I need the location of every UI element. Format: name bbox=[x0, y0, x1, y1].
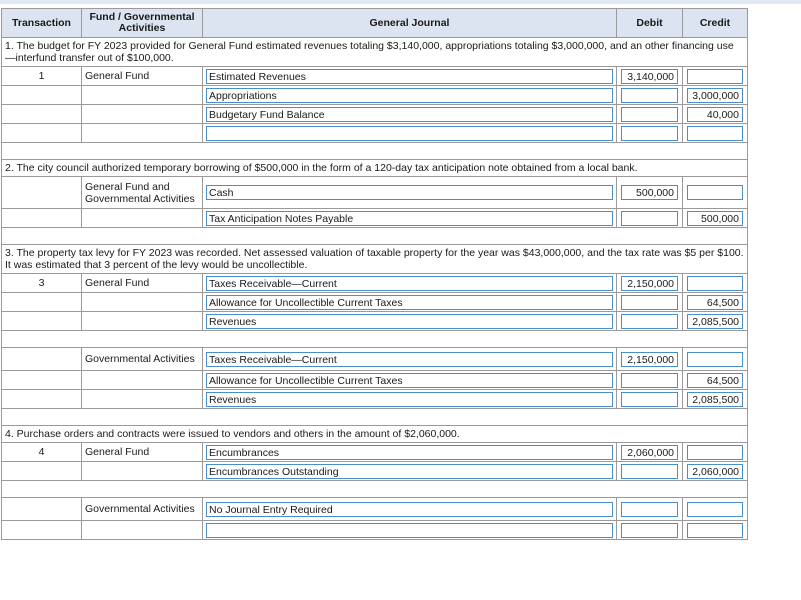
transaction-2-description: 2. The city council authorized temporary borrowing of $500,000 in the form of a 120-day tax anticipation note obtained from a local bank. bbox=[2, 160, 748, 177]
spacer-row bbox=[2, 409, 748, 426]
journal-row bbox=[2, 390, 748, 409]
account-field[interactable]: Taxes Receivable—Current bbox=[206, 352, 613, 367]
credit-field[interactable] bbox=[687, 352, 743, 367]
journal-row bbox=[2, 86, 748, 105]
fund-label: Governmental Activities bbox=[82, 348, 203, 371]
credit-field[interactable] bbox=[687, 523, 743, 538]
transaction-number: 3 bbox=[2, 274, 82, 293]
transaction-1-description: 1. The budget for FY 2023 provided for General Fund estimated revenues totaling $3,140,000, appropriations totaling $3,000,000, and an other financing use—interfund transfer out of $100,000. bbox=[2, 38, 748, 67]
fund-label: Governmental Activities bbox=[82, 498, 203, 521]
header-transaction: Transaction bbox=[2, 9, 82, 38]
credit-field[interactable]: 2,085,500 bbox=[687, 314, 743, 329]
credit-field[interactable] bbox=[687, 502, 743, 517]
credit-field[interactable] bbox=[687, 69, 743, 84]
fund-label: General Fund bbox=[82, 274, 203, 293]
debit-field[interactable] bbox=[621, 88, 678, 103]
journal-row bbox=[2, 371, 748, 390]
transaction-1-description-row bbox=[2, 38, 748, 67]
debit-field[interactable] bbox=[621, 211, 678, 226]
account-field[interactable]: Cash bbox=[206, 185, 613, 200]
debit-field[interactable]: 3,140,000 bbox=[621, 69, 678, 84]
credit-field[interactable] bbox=[687, 276, 743, 291]
debit-field[interactable] bbox=[621, 523, 678, 538]
account-field[interactable]: Revenues bbox=[206, 392, 613, 407]
account-field[interactable]: Allowance for Uncollectible Current Taxes bbox=[206, 295, 613, 310]
fund-label: General Fund bbox=[82, 443, 203, 462]
spacer-row bbox=[2, 331, 748, 348]
fund-label: General Fund bbox=[82, 67, 203, 86]
transaction-4-description: 4. Purchase orders and contracts were issued to vendors and others in the amount of $2,060,000. bbox=[2, 426, 748, 443]
debit-field[interactable]: 500,000 bbox=[621, 185, 678, 200]
account-field[interactable] bbox=[206, 523, 613, 538]
transaction-3-description-row bbox=[2, 245, 748, 274]
debit-field[interactable]: 2,060,000 bbox=[621, 445, 678, 460]
journal-row bbox=[2, 348, 748, 371]
credit-field[interactable]: 64,500 bbox=[687, 373, 743, 388]
journal-row bbox=[2, 462, 748, 481]
debit-field[interactable] bbox=[621, 107, 678, 122]
header-fund: Fund / Governmental Activities bbox=[82, 9, 203, 38]
header-credit: Credit bbox=[683, 9, 748, 38]
account-field[interactable]: Budgetary Fund Balance bbox=[206, 107, 613, 122]
transaction-3-description: 3. The property tax levy for FY 2023 was recorded. Net assessed valuation of taxable property for the year was $43,000,000, and the tax rate was $5 per $100. It was estimated that 3 percent of the levy would be uncollectible. bbox=[2, 245, 748, 274]
general-journal-table bbox=[1, 8, 748, 540]
credit-field[interactable]: 2,060,000 bbox=[687, 464, 743, 479]
header-debit: Debit bbox=[617, 9, 683, 38]
transaction-4-description-row bbox=[2, 426, 748, 443]
debit-field[interactable] bbox=[621, 126, 678, 141]
spacer-row bbox=[2, 228, 748, 245]
debit-field[interactable] bbox=[621, 373, 678, 388]
transaction-number: 1 bbox=[2, 67, 82, 86]
credit-field[interactable]: 2,085,500 bbox=[687, 392, 743, 407]
account-field[interactable]: No Journal Entry Required bbox=[206, 502, 613, 517]
account-field[interactable]: Tax Anticipation Notes Payable bbox=[206, 211, 613, 226]
debit-field[interactable] bbox=[621, 502, 678, 517]
spacer-row bbox=[2, 481, 748, 498]
credit-field[interactable] bbox=[687, 445, 743, 460]
debit-field[interactable] bbox=[621, 314, 678, 329]
credit-field[interactable] bbox=[687, 185, 743, 200]
debit-field[interactable]: 2,150,000 bbox=[621, 352, 678, 367]
account-field[interactable] bbox=[206, 126, 613, 141]
spacer-row bbox=[2, 143, 748, 160]
account-field[interactable]: Taxes Receivable—Current bbox=[206, 276, 613, 291]
journal-row bbox=[2, 521, 748, 540]
journal-row bbox=[2, 293, 748, 312]
fund-label: General Fund and Governmental Activities bbox=[82, 177, 203, 209]
credit-field[interactable]: 3,000,000 bbox=[687, 88, 743, 103]
debit-field[interactable] bbox=[621, 464, 678, 479]
account-field[interactable]: Estimated Revenues bbox=[206, 69, 613, 84]
credit-field[interactable] bbox=[687, 126, 743, 141]
account-field[interactable]: Appropriations bbox=[206, 88, 613, 103]
journal-row bbox=[2, 209, 748, 228]
journal-row bbox=[2, 105, 748, 124]
top-strip bbox=[0, 0, 801, 4]
debit-field[interactable] bbox=[621, 392, 678, 407]
credit-field[interactable]: 64,500 bbox=[687, 295, 743, 310]
journal-row bbox=[2, 177, 748, 209]
transaction-number: 4 bbox=[2, 443, 82, 462]
journal-row bbox=[2, 498, 748, 521]
header-general-journal: General Journal bbox=[203, 9, 617, 38]
account-field[interactable]: Encumbrances Outstanding bbox=[206, 464, 613, 479]
credit-field[interactable]: 500,000 bbox=[687, 211, 743, 226]
header-row bbox=[2, 9, 748, 38]
journal-row bbox=[2, 274, 748, 293]
debit-field[interactable]: 2,150,000 bbox=[621, 276, 678, 291]
journal-row bbox=[2, 312, 748, 331]
journal-row bbox=[2, 124, 748, 143]
account-field[interactable]: Allowance for Uncollectible Current Taxes bbox=[206, 373, 613, 388]
journal-row bbox=[2, 443, 748, 462]
account-field[interactable]: Encumbrances bbox=[206, 445, 613, 460]
transaction-2-description-row bbox=[2, 160, 748, 177]
journal-row bbox=[2, 67, 748, 86]
credit-field[interactable]: 40,000 bbox=[687, 107, 743, 122]
debit-field[interactable] bbox=[621, 295, 678, 310]
account-field[interactable]: Revenues bbox=[206, 314, 613, 329]
